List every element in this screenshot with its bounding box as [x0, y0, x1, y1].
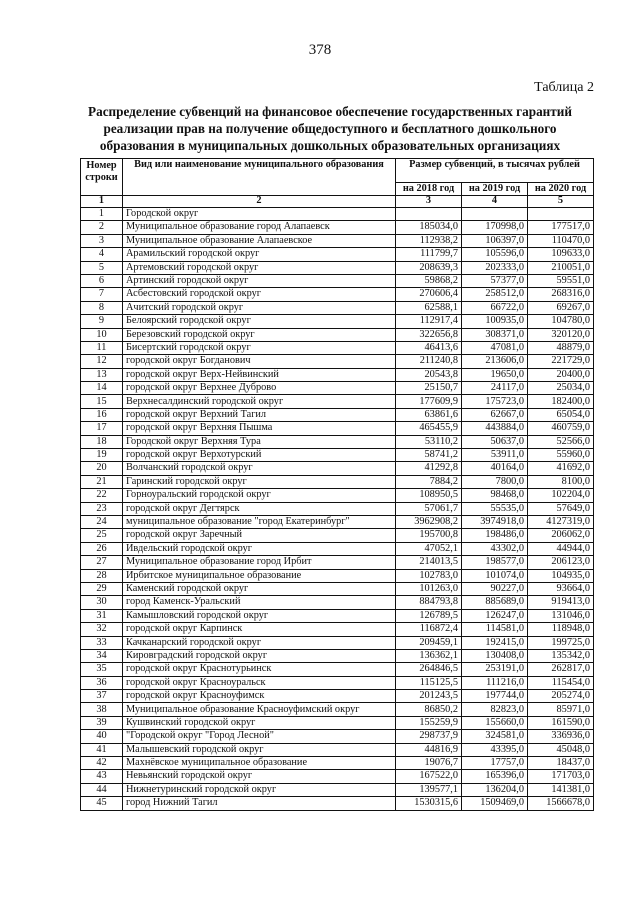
row-number-cell: 32	[81, 623, 123, 636]
municipality-name-cell: Кировградский городской округ	[123, 649, 396, 662]
amount-2018-cell: 20543,8	[396, 368, 462, 381]
amount-2019-cell: 1509469,0	[462, 797, 528, 810]
row-number-cell: 40	[81, 730, 123, 743]
amount-2019-cell: 136204,0	[462, 783, 528, 796]
row-number-cell: 16	[81, 408, 123, 421]
municipality-name-cell: городской округ Дегтярск	[123, 502, 396, 515]
amount-2020-cell: 59551,0	[528, 274, 594, 287]
amount-2019-cell: 165396,0	[462, 770, 528, 783]
amount-2020-cell	[528, 208, 594, 221]
table-row	[81, 757, 594, 770]
table-row	[81, 636, 594, 649]
table-row	[81, 743, 594, 756]
table-row	[81, 515, 594, 528]
amount-2020-cell: 210051,0	[528, 261, 594, 274]
amount-2020-cell: 110470,0	[528, 234, 594, 247]
table-row	[81, 556, 594, 569]
row-number-cell: 36	[81, 676, 123, 689]
municipality-name-cell: городской округ Богданович	[123, 355, 396, 368]
municipality-name-cell: Верхнесалдинский городской округ	[123, 395, 396, 408]
municipality-name-cell: Волчанский городской округ	[123, 462, 396, 475]
amount-2018-cell: 57061,7	[396, 502, 462, 515]
header-amount: Размер субвенций, в тысячах рублей	[396, 159, 594, 183]
amount-2020-cell: 104780,0	[528, 315, 594, 328]
amount-2020-cell: 1566678,0	[528, 797, 594, 810]
amount-2020-cell: 55960,0	[528, 449, 594, 462]
amount-2020-cell: 41692,0	[528, 462, 594, 475]
municipality-name-cell: городской округ Заречный	[123, 529, 396, 542]
amount-2018-cell: 62588,1	[396, 301, 462, 314]
amount-2018-cell: 101263,0	[396, 582, 462, 595]
amount-2019-cell: 258512,0	[462, 288, 528, 301]
row-number-cell: 12	[81, 355, 123, 368]
row-number-cell: 42	[81, 757, 123, 770]
municipality-name-cell: городской округ Краснотурьинск	[123, 663, 396, 676]
table-row	[81, 355, 594, 368]
header-row-number-line1: Номер	[86, 160, 117, 171]
row-number-cell: 25	[81, 529, 123, 542]
table-row	[81, 221, 594, 234]
table-row	[81, 582, 594, 595]
amount-2020-cell: 44944,0	[528, 542, 594, 555]
table-row	[81, 502, 594, 515]
municipality-name-cell: "Городской округ "Город Лесной"	[123, 730, 396, 743]
table-row	[81, 261, 594, 274]
amount-2018-cell: 322656,8	[396, 328, 462, 341]
amount-2018-cell: 108950,5	[396, 489, 462, 502]
column-number: 3	[396, 196, 462, 208]
amount-2020-cell: 199725,0	[528, 636, 594, 649]
amount-2020-cell: 115454,0	[528, 676, 594, 689]
table-row	[81, 408, 594, 421]
amount-2020-cell: 102204,0	[528, 489, 594, 502]
amount-2018-cell: 59868,2	[396, 274, 462, 287]
amount-2018-cell: 63861,6	[396, 408, 462, 421]
amount-2019-cell: 213606,0	[462, 355, 528, 368]
row-number-cell: 30	[81, 596, 123, 609]
amount-2020-cell: 118948,0	[528, 623, 594, 636]
municipality-name-cell: городской округ Верхняя Пышма	[123, 422, 396, 435]
municipality-name-cell: Нижнетуринский городской округ	[123, 783, 396, 796]
municipality-name-cell: Артемовский городской округ	[123, 261, 396, 274]
municipality-name-cell: Камышловский городской округ	[123, 609, 396, 622]
table-row	[81, 690, 594, 703]
amount-2019-cell: 106397,0	[462, 234, 528, 247]
amount-2019-cell: 885689,0	[462, 596, 528, 609]
amount-2019-cell: 114581,0	[462, 623, 528, 636]
municipality-name-cell: Муниципальное образование город Алапаевск	[123, 221, 396, 234]
municipality-name-cell: Бисертский городской округ	[123, 341, 396, 354]
table-row	[81, 489, 594, 502]
table-row	[81, 301, 594, 314]
header-year-2018: на 2018 год	[396, 183, 462, 196]
row-number-cell: 34	[81, 649, 123, 662]
municipality-name-cell: Белоярский городской округ	[123, 315, 396, 328]
table-row	[81, 315, 594, 328]
amount-2020-cell: 25034,0	[528, 382, 594, 395]
row-number-cell: 33	[81, 636, 123, 649]
row-number-cell: 26	[81, 542, 123, 555]
amount-2020-cell: 206123,0	[528, 556, 594, 569]
table-row	[81, 328, 594, 341]
municipality-name-cell: Кушвинский городской округ	[123, 716, 396, 729]
amount-2019-cell: 126247,0	[462, 609, 528, 622]
amount-2019-cell: 111216,0	[462, 676, 528, 689]
municipality-name-cell: Березовский городской округ	[123, 328, 396, 341]
municipality-name-cell: муниципальное образование "город Екатеринбург"	[123, 515, 396, 528]
row-number-cell: 35	[81, 663, 123, 676]
amount-2019-cell: 100935,0	[462, 315, 528, 328]
header-year-2019: на 2019 год	[462, 183, 528, 196]
amount-2018-cell: 465455,9	[396, 422, 462, 435]
amount-2019-cell: 50637,0	[462, 435, 528, 448]
amount-2020-cell: 336936,0	[528, 730, 594, 743]
amount-2018-cell	[396, 208, 462, 221]
amount-2019-cell: 130408,0	[462, 649, 528, 662]
row-number-cell: 7	[81, 288, 123, 301]
row-number-cell: 41	[81, 743, 123, 756]
amount-2019-cell: 308371,0	[462, 328, 528, 341]
header-row	[81, 159, 594, 183]
municipality-name-cell: Ивдельский городской округ	[123, 542, 396, 555]
row-number-cell: 38	[81, 703, 123, 716]
municipality-name-cell: Артинский городской округ	[123, 274, 396, 287]
amount-2018-cell: 298737,9	[396, 730, 462, 743]
table-row	[81, 475, 594, 488]
title-line: образования в муниципальных дошкольных образовательных организациях	[99, 138, 561, 153]
document-title	[60, 103, 600, 154]
amount-2018-cell: 884793,8	[396, 596, 462, 609]
amount-2020-cell: 93664,0	[528, 582, 594, 595]
amount-2019-cell: 175723,0	[462, 395, 528, 408]
table-row	[81, 274, 594, 287]
table-row	[81, 341, 594, 354]
table-label: Таблица 2	[534, 80, 594, 95]
table-row	[81, 435, 594, 448]
municipality-name-cell: Муниципальное образование Алапаевское	[123, 234, 396, 247]
amount-2018-cell: 211240,8	[396, 355, 462, 368]
row-number-cell: 10	[81, 328, 123, 341]
amount-2019-cell: 192415,0	[462, 636, 528, 649]
municipality-name-cell: город Каменск-Уральский	[123, 596, 396, 609]
amount-2020-cell: 206062,0	[528, 529, 594, 542]
amount-2018-cell: 1530315,6	[396, 797, 462, 810]
amount-2019-cell: 57377,0	[462, 274, 528, 287]
row-number-cell: 6	[81, 274, 123, 287]
amount-2020-cell: 268316,0	[528, 288, 594, 301]
amount-2019-cell: 43395,0	[462, 743, 528, 756]
row-number-cell: 37	[81, 690, 123, 703]
amount-2020-cell: 205274,0	[528, 690, 594, 703]
amount-2019-cell: 198577,0	[462, 556, 528, 569]
table-row	[81, 703, 594, 716]
municipality-name-cell: Каменский городской округ	[123, 582, 396, 595]
row-number-cell: 45	[81, 797, 123, 810]
amount-2020-cell: 69267,0	[528, 301, 594, 314]
municipality-name-cell: городской округ Красноуфимск	[123, 690, 396, 703]
row-number-cell: 22	[81, 489, 123, 502]
amount-2020-cell: 48879,0	[528, 341, 594, 354]
table-row	[81, 623, 594, 636]
row-number-cell: 21	[81, 475, 123, 488]
row-number-cell: 28	[81, 569, 123, 582]
amount-2019-cell: 443884,0	[462, 422, 528, 435]
title-line: реализации прав на получение общедоступного и бесплатного дошкольного	[103, 121, 557, 136]
column-number: 2	[123, 196, 396, 208]
amount-2018-cell: 112917,4	[396, 315, 462, 328]
amount-2019-cell: 24117,0	[462, 382, 528, 395]
amount-2018-cell: 116872,4	[396, 623, 462, 636]
amount-2018-cell: 41292,8	[396, 462, 462, 475]
table-row	[81, 596, 594, 609]
amount-2018-cell: 208639,3	[396, 261, 462, 274]
municipality-name-cell: Ачитский городской округ	[123, 301, 396, 314]
amount-2018-cell: 58741,2	[396, 449, 462, 462]
table-row	[81, 529, 594, 542]
row-number-cell: 1	[81, 208, 123, 221]
row-number-cell: 31	[81, 609, 123, 622]
header-row-number-line2: строки	[85, 172, 118, 183]
table-row	[81, 368, 594, 381]
table-row	[81, 569, 594, 582]
municipality-name-cell: Муниципальное образование город Ирбит	[123, 556, 396, 569]
table-row	[81, 609, 594, 622]
row-number-cell: 43	[81, 770, 123, 783]
subventions-table	[80, 158, 594, 811]
amount-2019-cell: 40164,0	[462, 462, 528, 475]
amount-2019-cell: 324581,0	[462, 730, 528, 743]
row-number-cell: 19	[81, 449, 123, 462]
amount-2018-cell: 139577,1	[396, 783, 462, 796]
amount-2018-cell: 264846,5	[396, 663, 462, 676]
row-number-cell: 18	[81, 435, 123, 448]
column-number: 4	[462, 196, 528, 208]
municipality-name-cell: городской округ Верхнее Дуброво	[123, 382, 396, 395]
amount-2018-cell: 177609,9	[396, 395, 462, 408]
amount-2020-cell: 221729,0	[528, 355, 594, 368]
municipality-name-cell: Городской округ Верхняя Тура	[123, 435, 396, 448]
table-row	[81, 288, 594, 301]
municipality-name-cell: Качканарский городской округ	[123, 636, 396, 649]
amount-2019-cell: 17757,0	[462, 757, 528, 770]
table-row	[81, 422, 594, 435]
amount-2018-cell: 19076,7	[396, 757, 462, 770]
amount-2019-cell: 101074,0	[462, 569, 528, 582]
municipality-name-cell: Асбестовский городской округ	[123, 288, 396, 301]
row-number-cell: 9	[81, 315, 123, 328]
amount-2020-cell: 20400,0	[528, 368, 594, 381]
amount-2020-cell: 919413,0	[528, 596, 594, 609]
table-row	[81, 248, 594, 261]
row-number-cell: 27	[81, 556, 123, 569]
amount-2019-cell: 53911,0	[462, 449, 528, 462]
amount-2020-cell: 262817,0	[528, 663, 594, 676]
amount-2018-cell: 136362,1	[396, 649, 462, 662]
row-number-cell: 24	[81, 515, 123, 528]
amount-2019-cell: 19650,0	[462, 368, 528, 381]
amount-2020-cell: 320120,0	[528, 328, 594, 341]
header-year-2020: на 2020 год	[528, 183, 594, 196]
table-row	[81, 382, 594, 395]
amount-2020-cell: 460759,0	[528, 422, 594, 435]
amount-2019-cell: 98468,0	[462, 489, 528, 502]
municipality-name-cell: Городской округ	[123, 208, 396, 221]
amount-2018-cell: 46413,6	[396, 341, 462, 354]
amount-2018-cell: 53110,2	[396, 435, 462, 448]
row-number-cell: 39	[81, 716, 123, 729]
amount-2018-cell: 111799,7	[396, 248, 462, 261]
amount-2020-cell: 45048,0	[528, 743, 594, 756]
amount-2018-cell: 25150,7	[396, 382, 462, 395]
municipality-name-cell: Малышевский городской округ	[123, 743, 396, 756]
table-row	[81, 208, 594, 221]
table-row	[81, 395, 594, 408]
column-number: 5	[528, 196, 594, 208]
amount-2019-cell: 82823,0	[462, 703, 528, 716]
row-number-cell: 29	[81, 582, 123, 595]
amount-2019-cell	[462, 208, 528, 221]
amount-2018-cell: 201243,5	[396, 690, 462, 703]
amount-2018-cell: 102783,0	[396, 569, 462, 582]
header-municipality-name: Вид или наименование муниципального образования	[123, 159, 396, 196]
amount-2020-cell: 171703,0	[528, 770, 594, 783]
amount-2019-cell: 3974918,0	[462, 515, 528, 528]
amount-2018-cell: 126789,5	[396, 609, 462, 622]
amount-2018-cell: 195700,8	[396, 529, 462, 542]
table-row	[81, 770, 594, 783]
municipality-name-cell: Арамильский городской округ	[123, 248, 396, 261]
amount-2020-cell: 18437,0	[528, 757, 594, 770]
amount-2020-cell: 109633,0	[528, 248, 594, 261]
amount-2020-cell: 4127319,0	[528, 515, 594, 528]
municipality-name-cell: городской округ Красноуральск	[123, 676, 396, 689]
amount-2018-cell: 209459,1	[396, 636, 462, 649]
table-row	[81, 234, 594, 247]
amount-2020-cell: 65054,0	[528, 408, 594, 421]
amount-2020-cell: 141381,0	[528, 783, 594, 796]
municipality-name-cell: городской округ Верх-Нейвинский	[123, 368, 396, 381]
amount-2020-cell: 161590,0	[528, 716, 594, 729]
column-numbers-row	[81, 196, 594, 208]
row-number-cell: 23	[81, 502, 123, 515]
amount-2020-cell: 52566,0	[528, 435, 594, 448]
table-row	[81, 676, 594, 689]
amount-2018-cell: 155259,9	[396, 716, 462, 729]
amount-2019-cell: 62667,0	[462, 408, 528, 421]
row-number-cell: 14	[81, 382, 123, 395]
row-number-cell: 44	[81, 783, 123, 796]
row-number-cell: 8	[81, 301, 123, 314]
municipality-name-cell: городской округ Верхотурский	[123, 449, 396, 462]
amount-2019-cell: 197744,0	[462, 690, 528, 703]
amount-2018-cell: 47052,1	[396, 542, 462, 555]
row-number-cell: 20	[81, 462, 123, 475]
row-number-cell: 5	[81, 261, 123, 274]
amount-2018-cell: 167522,0	[396, 770, 462, 783]
row-number-cell: 3	[81, 234, 123, 247]
table-row	[81, 783, 594, 796]
column-number: 1	[81, 196, 123, 208]
amount-2019-cell: 105596,0	[462, 248, 528, 261]
table-row	[81, 449, 594, 462]
amount-2019-cell: 47081,0	[462, 341, 528, 354]
municipality-name-cell: Невьянский городской округ	[123, 770, 396, 783]
table-row	[81, 663, 594, 676]
row-number-cell: 11	[81, 341, 123, 354]
municipality-name-cell: городской округ Карпинск	[123, 623, 396, 636]
amount-2019-cell: 90227,0	[462, 582, 528, 595]
amount-2018-cell: 7884,2	[396, 475, 462, 488]
table-row	[81, 542, 594, 555]
amount-2020-cell: 104935,0	[528, 569, 594, 582]
municipality-name-cell: Ирбитское муниципальное образование	[123, 569, 396, 582]
amount-2018-cell: 270606,4	[396, 288, 462, 301]
amount-2020-cell: 182400,0	[528, 395, 594, 408]
amount-2018-cell: 185034,0	[396, 221, 462, 234]
row-number-cell: 4	[81, 248, 123, 261]
amount-2018-cell: 112938,2	[396, 234, 462, 247]
table-row	[81, 649, 594, 662]
amount-2020-cell: 8100,0	[528, 475, 594, 488]
municipality-name-cell: Гаринский городской округ	[123, 475, 396, 488]
amount-2018-cell: 44816,9	[396, 743, 462, 756]
amount-2018-cell: 86850,2	[396, 703, 462, 716]
amount-2019-cell: 66722,0	[462, 301, 528, 314]
table-row	[81, 462, 594, 475]
amount-2019-cell: 55535,0	[462, 502, 528, 515]
amount-2019-cell: 253191,0	[462, 663, 528, 676]
amount-2018-cell: 214013,5	[396, 556, 462, 569]
row-number-cell: 2	[81, 221, 123, 234]
amount-2019-cell: 43302,0	[462, 542, 528, 555]
municipality-name-cell: Муниципальное образование Красноуфимский округ	[123, 703, 396, 716]
amount-2019-cell: 202333,0	[462, 261, 528, 274]
title-line: Распределение субвенций на финансовое обеспечение государственных гарантий	[88, 104, 572, 119]
table-row	[81, 716, 594, 729]
amount-2020-cell: 177517,0	[528, 221, 594, 234]
amount-2020-cell: 85971,0	[528, 703, 594, 716]
amount-2020-cell: 135342,0	[528, 649, 594, 662]
amount-2019-cell: 170998,0	[462, 221, 528, 234]
amount-2019-cell: 7800,0	[462, 475, 528, 488]
amount-2020-cell: 131046,0	[528, 609, 594, 622]
header-row-number	[81, 159, 123, 196]
row-number-cell: 15	[81, 395, 123, 408]
municipality-name-cell: город Нижний Тагил	[123, 797, 396, 810]
amount-2019-cell: 155660,0	[462, 716, 528, 729]
municipality-name-cell: Горноуральский городской округ	[123, 489, 396, 502]
amount-2018-cell: 115125,5	[396, 676, 462, 689]
table-row	[81, 730, 594, 743]
municipality-name-cell: Махнёвское муниципальное образование	[123, 757, 396, 770]
row-number-cell: 17	[81, 422, 123, 435]
municipality-name-cell: городской округ Верхний Тагил	[123, 408, 396, 421]
page-number: 378	[308, 42, 332, 58]
table-body	[81, 208, 594, 811]
amount-2020-cell: 57649,0	[528, 502, 594, 515]
table-row	[81, 797, 594, 810]
amount-2018-cell: 3962908,2	[396, 515, 462, 528]
row-number-cell: 13	[81, 368, 123, 381]
amount-2019-cell: 198486,0	[462, 529, 528, 542]
